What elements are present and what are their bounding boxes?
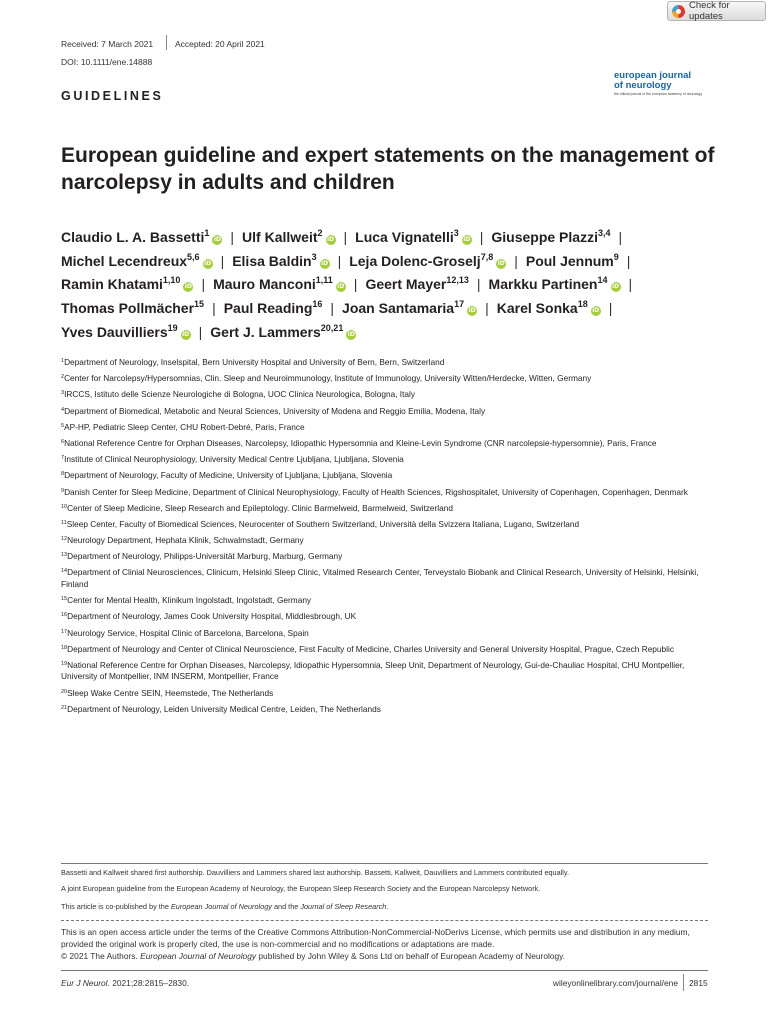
copyright-line [61,950,708,962]
affiliation-number: 4 [61,406,65,413]
author-separator: | [198,323,203,340]
author-line [61,273,721,297]
author-affiliation-ref: 9 [613,251,619,262]
affiliation-text: Department of Biomedical, Metabolic and Neural Sciences, University of Modena and Reggio Emilia, Modena, Italy [64,405,486,416]
affiliation-item [61,519,721,531]
affiliation-item [61,611,721,623]
author-name[interactable] [355,229,472,245]
author-separator: | [337,252,342,269]
author-affiliation-ref: 12,13 [446,275,469,286]
affiliation-item [61,535,721,547]
author-separator: | [353,276,358,293]
affiliation-text: Sleep Center, Faculty of Biomedical Sciences, Neurocenter of Southern Switzerland, Università della Svizzera Italiana, Lugano, Switzerland [66,518,580,529]
affiliation-item [61,567,721,590]
author-name[interactable] [342,300,477,316]
author-name-text: Claudio L. A. Bassetti [61,229,205,245]
affiliation-item [61,470,721,482]
orcid-icon[interactable]: iD [213,236,221,243]
affiliation-item [61,660,721,683]
affiliation-item [61,373,721,385]
affiliation-number: 17 [61,628,68,635]
author-name[interactable] [61,229,222,245]
affiliation-number: 1 [61,358,65,364]
author-list [61,226,721,345]
affiliation-number: 7 [61,455,65,462]
doi[interactable]: DOI: 10.1111/ene.14888 [61,57,153,67]
author-name[interactable] [213,276,346,292]
author-affiliation-ref: 18 [577,299,588,310]
author-separator: | [618,229,623,245]
author-name-text: Mauro Manconi [213,276,316,293]
meta-divider [166,35,167,50]
copub-mid: and the [271,902,301,911]
affiliation-text: Institute of Clinical Neurophysiology, University Medical Centre Ljubljana, Ljubljana, Slovenia [64,454,404,465]
affiliation-item [61,595,721,607]
author-separator: | [201,276,206,293]
affiliation-item [61,357,721,369]
author-affiliation-ref: 19 [167,322,178,333]
author-line [61,297,721,321]
affiliation-number: 10 [61,503,68,510]
check-for-updates-button[interactable] [667,1,766,21]
journal-logo-line2: of neurology [614,80,672,91]
affiliation-text: Neurology Department, Hephata Klinik, Schwalmstadt, Germany [67,535,304,546]
author-name[interactable] [61,300,204,316]
affiliation-item [61,389,721,401]
author-affiliation-ref: 16 [312,299,323,310]
affiliation-text: Center for Mental Health, Klinikum Ingolstadt, Ingolstadt, Germany [67,595,312,606]
affiliation-text: Center for Narcolepsy/Hypersomnias, Clin. Sleep and Neuroimmunology, Institute of Immunology, University Witten/Herdecke, Witten, Germany [64,373,592,384]
author-name-text: Joan Santamaria [342,300,455,317]
footnote-divider [61,863,708,864]
author-separator: | [608,300,613,317]
author-separator: | [343,229,348,245]
author-name-text: Ramin Khatami [61,276,163,293]
author-name-text: Paul Reading [223,300,313,317]
footnote-copublished [61,902,708,911]
received-date: Received: 7 March 2021 [61,39,154,49]
author-affiliation-ref: 5,6 [187,251,200,262]
author-name-text: Leja Dolenc-Groselj [349,252,481,269]
affiliation-text: Department of Neurology, Faculty of Medicine, University of Ljubljana, Ljubljana, Slovenia [64,470,393,481]
author-affiliation-ref: 3 [311,251,317,262]
affiliation-text: National Reference Centre for Orphan Diseases, Narcolepsy, Idiopathic Hypersomnia and Kleine-Levin Syndrome (CNR narcolepsie-hypersomnie), Paris, France [64,437,657,448]
author-separator: | [330,300,335,317]
footer-divider [61,970,708,971]
affiliation-number: 12 [61,536,68,543]
author-affiliation-ref: 1 [204,228,210,238]
author-name-text: Yves Dauvilliers [61,323,168,340]
affiliation-item [61,551,721,563]
orcid-icon[interactable]: iD [204,259,212,267]
license-statement [61,926,708,962]
author-name[interactable] [61,324,191,340]
affiliation-text: Department of Neurology, Inselspital, Bern University Hospital and University of Bern, Bern, Switzerland [64,357,445,367]
orcid-icon[interactable]: iD [468,307,476,315]
author-affiliation-ref: 15 [194,299,205,310]
copub-suffix: . [386,902,389,911]
author-line [61,321,721,345]
copyright-journal: European Journal of Neurology [140,951,257,961]
copub-prefix: This article is co-published by the [61,902,171,911]
article-title: European guideline and expert statements on the management of narcolepsy in adults and children [61,144,715,194]
affiliation-item [61,704,721,716]
citation-details: 2021;28:2815–2830. [109,978,190,988]
affiliation-text: Department of Neurology and Center of Clinical Neuroscience, First Faculty of Medicine, Charles University and General University Hospital, Prague, Czech Republic [67,643,674,654]
page-divider [683,974,684,991]
author-name-text: Markku Partinen [488,276,598,293]
orcid-icon[interactable]: iD [321,259,329,267]
affiliation-number: 5 [61,422,65,429]
affiliation-number: 6 [61,438,65,445]
affiliation-number: 16 [61,612,68,619]
affiliation-item [61,406,721,418]
orcid-icon[interactable]: iD [182,330,190,338]
affiliation-text: IRCCS, Istituto delle Scienze Neurologiche di Bologna, UOC Clinica Neurologica, Bologna, Italy [64,389,416,400]
affiliation-list [61,357,721,720]
journal-abbrev: Eur J Neurol. [61,978,110,988]
author-name-text: Poul Jennum [525,252,614,269]
journal-logo-tagline: the official journal of the european academy of neurology [614,92,703,96]
affiliation-item [61,422,721,434]
author-separator: | [476,276,481,293]
affiliation-item [61,628,721,640]
affiliation-item [61,454,721,466]
affiliation-number: 9 [61,487,65,494]
journal-website-link[interactable]: wileyonlinelibrary.com/journal/ene [552,978,678,988]
affiliation-number: 19 [61,660,68,667]
author-affiliation-ref: 3 [453,228,459,238]
author-name-text: Ulf Kallweit [242,229,318,245]
affiliation-number: 20 [61,688,68,695]
orcid-icon[interactable]: iD [611,283,620,291]
affiliation-number: 15 [61,596,68,603]
author-name[interactable] [526,253,619,269]
author-name-text: Elisa Baldin [232,252,312,269]
author-affiliation-ref: 3,4 [597,228,611,238]
affiliation-text: Sleep Wake Centre SEIN, Heemstede, The Netherlands [67,687,274,698]
crossmark-icon [672,5,685,18]
journal-logo-line1: european journal [614,70,692,81]
author-name[interactable] [210,324,356,340]
author-name-text: Michel Lecendreux [61,252,188,269]
author-name[interactable] [61,276,193,292]
author-name-text: Gert J. Lammers [210,323,321,340]
journal-citation [61,978,189,988]
author-name-text: Luca Vignatelli [355,229,454,245]
author-name-text: Karel Sonka [496,300,578,317]
affiliation-item [61,644,721,656]
author-name[interactable] [61,253,213,269]
footnote-authorship: Bassetti and Kallweit shared first authorship. Dauvilliers and Lammers shared last authorship. Bassetti, Kallweit, Dauvilliers and Lammers contributed equally. [61,868,570,877]
affiliation-item [61,487,721,499]
affiliation-number: 14 [61,568,68,575]
author-separator: | [514,252,518,269]
affiliation-text: Department of Neurology, Leiden University Medical Centre, Leiden, The Netherlands [67,703,381,714]
affiliation-text: Danish Center for Sleep Medicine, Department of Clinical Neurophysiology, Faculty of Health Sciences, Rigshospitalet, University of Copenhagen, Copenhagen, Denmark [64,486,688,497]
copub-journal-2: Journal of Sleep Research [300,902,387,911]
affiliation-number: 13 [61,552,68,559]
orcid-icon[interactable]: iD [327,236,335,243]
orcid-icon[interactable]: iD [184,283,192,291]
author-separator: | [485,300,489,317]
affiliation-text: National Reference Centre for Orphan Diseases, Narcolepsy, Idiopathic Hypersomnia, Sleep Unit, Department of Neurology, Gui-de-Chauliac Hospital, CHU Montpellier, University of Montpellier, INM INSERM, Montpellier, France [61,659,685,682]
affiliation-text: Neurology Service, Hospital Clinic of Barcelona, Barcelona, Spain [67,627,309,638]
author-name[interactable] [489,276,621,292]
author-separator: | [626,252,631,269]
affiliation-number: 21 [61,704,68,711]
author-separator: | [628,276,633,293]
author-affiliation-ref: 17 [454,299,465,310]
affiliation-text: AP-HP, Pediatric Sleep Center, CHU Robert-Debré, Paris, France [64,421,305,432]
section-label: GUIDELINES [61,89,164,103]
copub-journal-1: European Journal of Neurology [170,902,272,911]
affiliation-number: 8 [61,471,65,478]
orcid-icon[interactable]: iD [337,283,345,291]
author-name[interactable] [349,253,506,269]
orcid-icon[interactable]: iD [497,259,505,267]
author-name[interactable] [497,300,601,316]
affiliation-item [61,688,721,700]
affiliation-text: Department of Neurology, James Cook University Hospital, Middlesbrough, UK [67,611,357,622]
page-number: 2815 [689,978,708,988]
author-line [61,250,721,274]
author-line [61,226,721,250]
author-name-text: Geert Mayer [365,276,447,293]
copyright-suffix: published by John Wiley & Sons Ltd on behalf of European Academy of Neurology. [256,951,566,961]
affiliation-number: 11 [61,519,67,526]
author-name-text: Giuseppe Plazzi [491,229,598,245]
license-text: This is an open access article under the terms of the Creative Commons Attribution-NonCommercial-NoDerivs License, which permits use and distribution in any medium, provided the original work is properly cited, the use is non-commercial and no modifications or adaptations are made. [61,927,690,949]
author-separator: | [230,229,235,245]
check-for-updates-label: Check for updates [689,0,730,22]
author-affiliation-ref: 20,21 [320,322,344,333]
journal-logo [614,71,724,96]
author-name[interactable] [242,229,335,245]
author-name[interactable] [224,300,323,316]
copyright-prefix: © 2021 The Authors. [61,951,141,961]
license-divider [61,920,708,921]
author-affiliation-ref: 1,10 [162,275,181,286]
orcid-icon[interactable]: iD [463,236,471,243]
author-affiliation-ref: 2 [317,228,323,238]
orcid-icon[interactable]: iD [347,330,355,338]
author-separator: | [479,229,484,245]
affiliation-text: Department of Clinial Neurosciences, Clinicum, Helsinki Sleep Clinic, Vitalmed Research Center, Terveystalo Biobank and Clinical Research, University of Helsinki, Helsinki, Finland [61,567,699,589]
affiliation-text: Center of Sleep Medicine, Sleep Research and Epileptology. Clinic Barmelweid, Barmelweid, Switzerland [67,502,453,513]
accepted-date: Accepted: 20 April 2021 [175,39,265,49]
affiliation-number: 18 [61,644,68,651]
author-affiliation-ref: 1,11 [315,275,333,286]
footnote-joint-guideline: A joint European guideline from the European Academy of Neurology, the European Sleep Research Society and the European Narcolepsy Network. [61,884,541,893]
author-affiliation-ref: 14 [597,275,608,286]
affiliation-number: 3 [61,390,65,397]
affiliation-number: 2 [61,374,65,381]
author-separator: | [220,252,225,269]
author-name[interactable] [491,229,610,245]
affiliation-text: Department of Neurology, Philipps-Universität Marburg, Marburg, Germany [67,551,343,562]
orcid-icon[interactable]: iD [592,307,600,315]
author-affiliation-ref: 7,8 [480,251,494,262]
affiliation-item [61,503,721,515]
author-name[interactable] [365,276,468,292]
author-name[interactable] [232,253,329,269]
author-separator: | [212,300,216,317]
affiliation-item [61,438,721,450]
author-name-text: Thomas Pollmächer [61,300,195,317]
